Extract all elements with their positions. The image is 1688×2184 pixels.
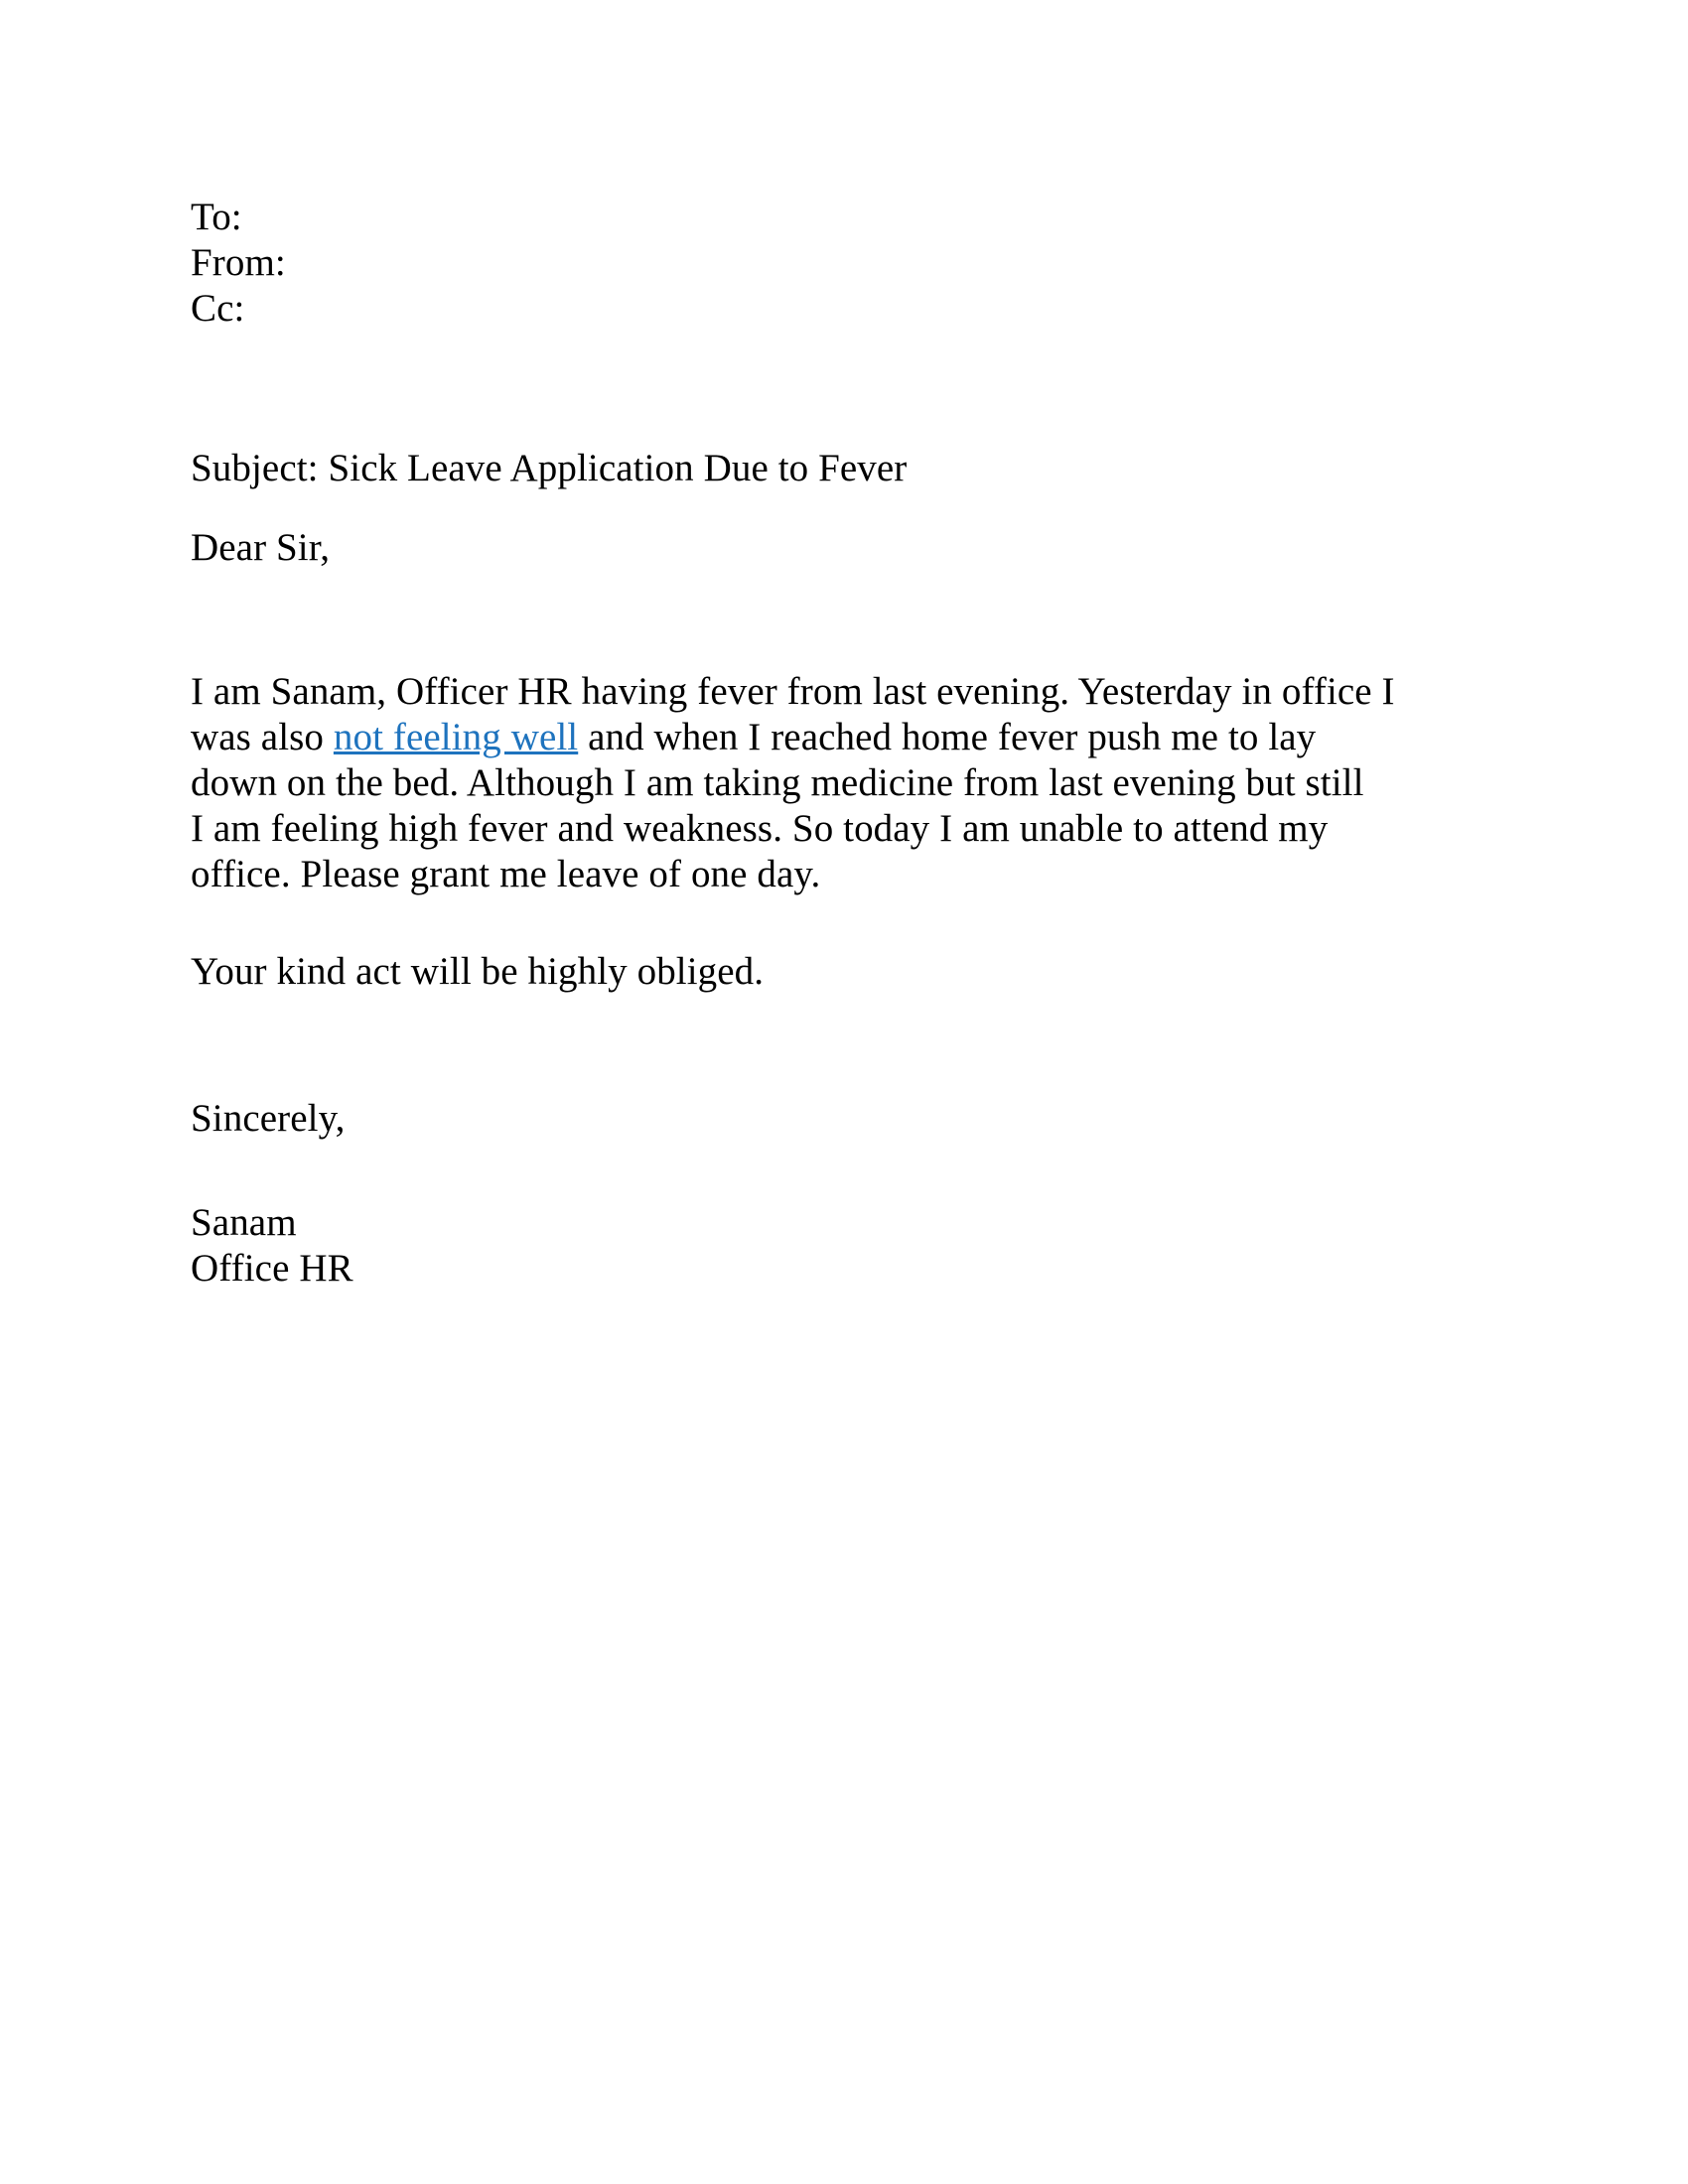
from-label: From:: [191, 241, 286, 284]
signature-name: Sanam: [191, 1201, 297, 1244]
body-line-2-pre: was also: [191, 716, 334, 758]
body-line-4: I am feeling high fever and weakness. So today I am unable to attend my: [191, 807, 1329, 850]
salutation-block: [191, 525, 1688, 571]
body-line-2-post: and when I reached home fever push me to lay: [578, 716, 1317, 758]
body-line-3: down on the bed. Although I am taking medicine from last evening but still: [191, 761, 1364, 804]
closing-line: Your kind act will be highly obliged.: [191, 950, 765, 993]
closing-block: [191, 949, 1688, 995]
recipient-header: [191, 195, 1688, 332]
body-paragraph: [191, 669, 1688, 897]
body-line-1: I am Sanam, Officer HR having fever from last evening. Yesterday in office I: [191, 670, 1395, 713]
salutation: Dear Sir,: [191, 526, 331, 569]
subject-line: Subject: Sick Leave Application Due to Fever: [191, 447, 908, 489]
cc-label: Cc:: [191, 287, 245, 330]
signature-title: Office HR: [191, 1247, 353, 1290]
to-label: To:: [191, 196, 242, 238]
not-feeling-well-link[interactable]: not feeling well: [333, 716, 579, 758]
sign-off: Sincerely,: [191, 1097, 346, 1140]
signature-block: [191, 1200, 1688, 1292]
subject-block: [191, 446, 1688, 491]
body-line-2: [191, 715, 1688, 760]
signoff-block: [191, 1096, 1688, 1142]
body-line-5: office. Please grant me leave of one day.: [191, 853, 821, 895]
